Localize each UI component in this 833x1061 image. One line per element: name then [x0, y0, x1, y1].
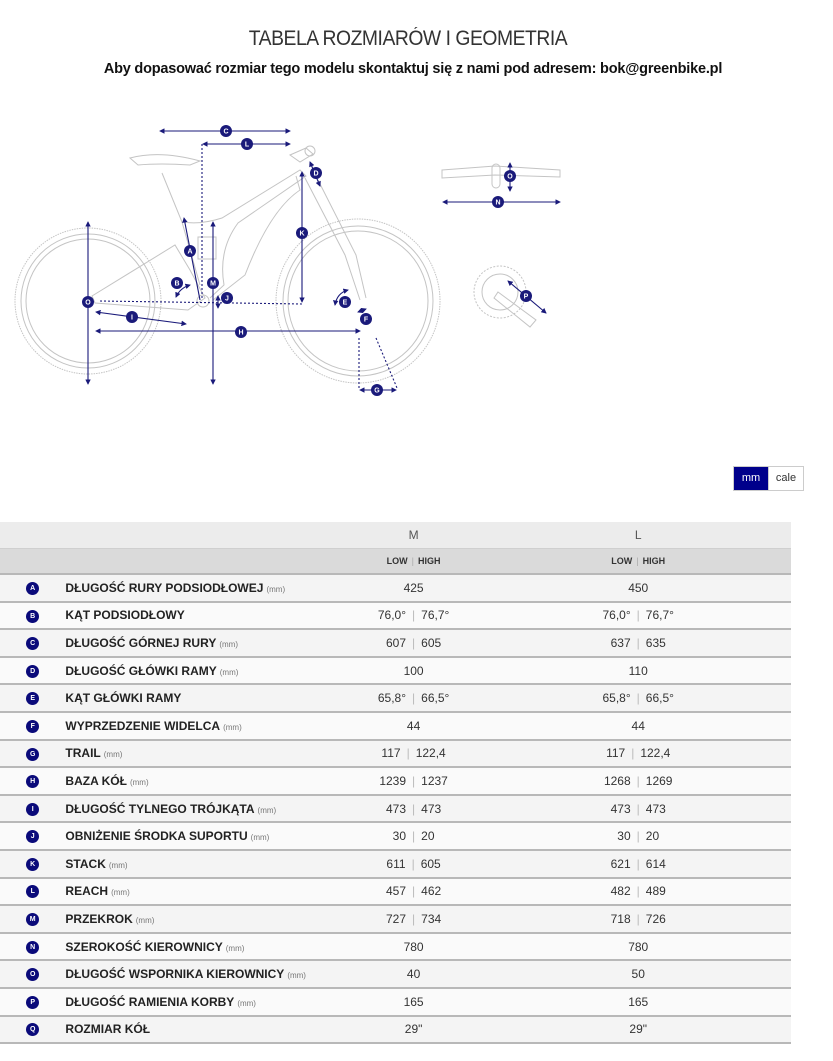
bike-geometry-diagram: [0, 110, 600, 410]
geometry-row-n: [0, 933, 791, 961]
value-size-l: [485, 933, 791, 961]
down-tube: [213, 176, 300, 300]
value-high: 76,7°: [645, 608, 674, 623]
value-high: 734: [421, 911, 442, 926]
value-high: 66,5°: [645, 691, 674, 706]
value-separator: |: [412, 911, 416, 926]
value-high: 635: [645, 635, 666, 650]
value-separator: |: [636, 608, 640, 623]
marker-l: [241, 138, 253, 150]
dimension-label: KĄT GŁÓWKI RAMY: [65, 691, 182, 706]
saddle: [130, 155, 200, 165]
value-size-l: [485, 629, 791, 657]
value-low: 457: [385, 884, 407, 899]
value-high: 1237: [421, 773, 448, 788]
value-separator: |: [636, 691, 640, 706]
svg-text:F: F: [363, 316, 369, 324]
value-size-l: [485, 822, 791, 850]
value-low: 29": [629, 1022, 648, 1037]
svg-text:I: I: [131, 314, 133, 322]
marker-p: [520, 290, 532, 302]
dimension-label: ROZMIAR KÓŁ: [65, 1022, 151, 1037]
value-size-l: [485, 740, 791, 768]
marker-j: [221, 292, 233, 304]
geometry-row-k: [0, 850, 791, 878]
value-size-m: [342, 767, 486, 795]
geometry-row-o: [0, 960, 791, 988]
value-size-m: [342, 822, 486, 850]
low-high-header-m: LOW | HIGH: [342, 549, 486, 575]
svg-text:P: P: [523, 293, 529, 301]
unit-label: (mm): [257, 805, 277, 815]
dimension-badge: N: [26, 941, 39, 954]
svg-text:C: C: [223, 128, 229, 136]
unit-label: (mm): [237, 998, 256, 1008]
value-low: 425: [403, 580, 424, 595]
unit-label: (mm): [108, 860, 128, 870]
dimension-label: DŁUGOŚĆ GŁÓWKI RAMY: [65, 663, 217, 678]
value-low: 117: [606, 746, 626, 761]
value-high: 726: [645, 911, 666, 926]
value-low: 44: [631, 718, 645, 733]
value-size-l: [485, 712, 791, 740]
marker-h: [235, 326, 247, 338]
unit-label: (mm): [266, 584, 286, 594]
value-low: 473: [385, 801, 407, 816]
low-high-header-l: LOW | HIGH: [485, 549, 791, 575]
dimension-label: STACK: [65, 856, 106, 871]
marker-m: [207, 277, 219, 289]
dimension-label: TRAIL: [65, 746, 101, 761]
bike-outline: [15, 146, 440, 383]
value-size-l: [485, 767, 791, 795]
value-separator: |: [412, 884, 416, 899]
svg-text:K: K: [299, 230, 305, 238]
page-title: TABELA ROZMIARÓW I GEOMETRIA: [248, 27, 568, 50]
value-high: 76,7°: [421, 608, 450, 623]
value-size-m: [342, 933, 486, 961]
geometry-row-f: [0, 712, 791, 740]
value-low: 117: [381, 746, 401, 761]
geometry-row-b: [0, 602, 791, 630]
unit-label: (mm): [129, 777, 149, 787]
geometry-row-l: [0, 878, 791, 906]
value-low: 40: [406, 967, 421, 982]
dimension-badge: Q: [26, 1023, 39, 1036]
geometry-row-p: [0, 988, 791, 1016]
value-high: 605: [421, 635, 442, 650]
handlebar-outline: [442, 164, 560, 188]
value-size-m: [342, 905, 486, 933]
marker-b: [171, 277, 183, 289]
value-low: 44: [406, 718, 421, 733]
value-size-m: [342, 684, 486, 712]
value-size-m: [342, 740, 486, 768]
geometry-row-h: [0, 767, 791, 795]
svg-text:A: A: [187, 248, 193, 256]
dimension-label: SZEROKOŚĆ KIEROWNICY: [65, 939, 223, 954]
value-size-l: [485, 960, 791, 988]
svg-text:J: J: [225, 295, 229, 303]
value-low: 450: [628, 580, 649, 595]
dimension-label: PRZEKROK: [65, 911, 133, 926]
dimension-label: DŁUGOŚĆ GÓRNEJ RURY: [65, 635, 217, 650]
marker-g: [371, 384, 383, 396]
marker-e: [339, 296, 351, 308]
dimension-label: WYPRZEDZENIE WIDELCA: [65, 718, 221, 733]
value-low: 621: [610, 856, 631, 871]
dimension-badge: P: [26, 996, 39, 1009]
dimension-label: DŁUGOŚĆ RAMIENIA KORBY: [65, 994, 235, 1009]
value-low: 29": [404, 1022, 423, 1037]
bottom-bracket: [197, 295, 209, 307]
dimension-badge: J: [26, 830, 39, 843]
front-wheel-rim: [283, 226, 433, 376]
low-high-header-row: [0, 549, 791, 575]
svg-text:E: E: [342, 299, 348, 307]
value-size-m: [342, 657, 486, 685]
unit-label: (mm): [225, 943, 245, 953]
value-size-l: [485, 878, 791, 906]
unit-label: (mm): [223, 722, 242, 732]
value-separator: |: [636, 801, 640, 816]
dimension-label: BAZA KÓŁ: [65, 773, 127, 788]
unit-mm-button[interactable]: mm: [734, 467, 768, 490]
value-size-l: [485, 602, 791, 630]
value-separator: |: [412, 691, 416, 706]
dimension-badge: O: [26, 968, 39, 981]
value-size-m: [342, 1016, 486, 1044]
value-high: 1269: [645, 773, 673, 788]
value-separator: |: [631, 746, 635, 761]
marker-o: [82, 296, 94, 308]
geometry-row-m: [0, 905, 791, 933]
value-low: 76,0°: [377, 608, 407, 623]
value-separator: |: [412, 608, 416, 623]
value-low: 65,8°: [602, 691, 631, 706]
value-high: 66,5°: [421, 691, 450, 706]
svg-text:G: G: [374, 387, 380, 395]
svg-text:D: D: [313, 170, 319, 178]
unit-label: (mm): [219, 667, 239, 677]
dimension-badge: F: [26, 720, 39, 733]
unit-label: (mm): [135, 915, 155, 925]
dimension-badge: I: [26, 803, 39, 816]
size-header-row: [0, 522, 791, 549]
unit-label: (mm): [287, 971, 306, 981]
dimension-label: OBNIŻENIE ŚRODKA SUPORTU: [65, 829, 248, 844]
marker-k: [296, 227, 308, 239]
marker-d: [310, 167, 322, 179]
value-size-m: [342, 850, 486, 878]
value-size-m: [342, 878, 486, 906]
geometry-row-q: [0, 1016, 791, 1044]
value-low: 165: [628, 994, 649, 1009]
svg-text:L: L: [244, 141, 250, 149]
value-size-l: [485, 905, 791, 933]
geometry-row-d: [0, 657, 791, 685]
value-high: 473: [645, 801, 666, 816]
value-separator: |: [636, 911, 640, 926]
value-separator: |: [406, 746, 410, 761]
value-low: 65,8°: [377, 691, 407, 706]
marker-a: [184, 245, 196, 257]
value-size-m: [342, 988, 486, 1016]
value-low: 100: [403, 663, 424, 678]
geometry-row-g: [0, 740, 791, 768]
marker-n: [492, 196, 504, 208]
unit-label: (mm): [103, 750, 123, 760]
value-low: 607: [385, 635, 407, 650]
value-size-l: [485, 574, 791, 602]
value-size-l: [485, 684, 791, 712]
dimension-badge: B: [26, 610, 39, 623]
value-size-m: [342, 960, 486, 988]
value-low: 482: [610, 884, 631, 899]
value-separator: |: [412, 801, 416, 816]
value-low: 30: [392, 829, 407, 844]
geometry-row-i: [0, 795, 791, 823]
value-separator: |: [412, 635, 416, 650]
value-high: 605: [420, 856, 441, 871]
svg-text:B: B: [174, 280, 180, 288]
value-high: 462: [421, 884, 442, 899]
value-high: 20: [421, 829, 435, 844]
size-header-m: M: [342, 522, 486, 549]
contact-subtitle: Aby dopasować rozmiar tego modelu skontaktuj się z nami pod adresem: bok@greenbike.pl: [103, 61, 723, 77]
value-low: 1268: [603, 773, 631, 788]
marker-f: [360, 313, 372, 325]
dimension-badge: E: [26, 692, 39, 705]
marker-o-stem: [504, 170, 516, 182]
value-low: 165: [403, 994, 424, 1009]
svg-text:N: N: [495, 199, 501, 207]
value-low: 30: [617, 829, 631, 844]
geometry-row-j: [0, 822, 791, 850]
unit-label: (mm): [250, 833, 270, 843]
value-low: 637: [610, 635, 631, 650]
dimension-badge: D: [26, 665, 39, 678]
svg-text:O: O: [507, 173, 513, 181]
dimension-label: KĄT PODSIODŁOWY: [65, 608, 185, 623]
dim-f: [358, 309, 366, 312]
geometry-row-a: [0, 574, 791, 602]
dimension-badge: A: [26, 582, 39, 595]
dimension-label: DŁUGOŚĆ RURY PODSIODŁOWEJ: [65, 580, 264, 595]
dimension-lines: [88, 128, 560, 390]
value-separator: |: [412, 773, 416, 788]
value-low: 110: [628, 663, 648, 678]
front-wheel-tire: [276, 219, 440, 383]
dimension-badge: M: [26, 913, 39, 926]
value-size-l: [485, 795, 791, 823]
value-high: 614: [645, 856, 666, 871]
dimension-label: DŁUGOŚĆ WSPORNIKA KIEROWNICY: [65, 967, 285, 982]
value-size-l: [485, 1016, 791, 1044]
dimension-badge: L: [26, 885, 39, 898]
dimension-badge: K: [26, 858, 39, 871]
value-separator: |: [636, 829, 640, 844]
value-low: 473: [610, 801, 631, 816]
value-size-m: [342, 629, 486, 657]
value-separator: |: [636, 773, 640, 788]
value-separator: |: [636, 884, 640, 899]
geometry-row-e: [0, 684, 791, 712]
value-low: 50: [631, 967, 645, 982]
fork: [305, 178, 366, 300]
size-header-l: L: [485, 522, 791, 549]
marker-i: [126, 311, 138, 323]
value-high: 122,4: [640, 746, 671, 761]
svg-text:H: H: [238, 329, 244, 337]
value-high: 473: [421, 801, 442, 816]
value-low: 727: [385, 911, 407, 926]
marker-c: [220, 125, 232, 137]
value-low: 780: [403, 939, 424, 954]
dimension-badge: G: [26, 748, 39, 761]
value-high: 489: [645, 884, 666, 899]
value-low: 1239: [379, 773, 407, 788]
unit-label: (mm): [219, 639, 238, 649]
value-size-m: [342, 602, 486, 630]
value-low: 76,0°: [602, 608, 631, 623]
dimension-badge: C: [26, 637, 39, 650]
value-separator: |: [636, 856, 640, 871]
geometry-table: [0, 522, 791, 1044]
dimension-label: DŁUGOŚĆ TYLNEGO TRÓJKĄTA: [65, 801, 255, 816]
value-size-l: [485, 988, 791, 1016]
value-low: 780: [628, 939, 649, 954]
value-size-m: [342, 574, 486, 602]
dimension-badge: H: [26, 775, 39, 788]
unit-toggle[interactable]: [733, 466, 804, 491]
value-high: 122,4: [415, 746, 446, 761]
value-separator: |: [636, 635, 640, 650]
value-size-m: [342, 712, 486, 740]
value-size-m: [342, 795, 486, 823]
value-high: 20: [645, 829, 660, 844]
svg-text:M: M: [210, 280, 216, 288]
value-low: 718: [610, 911, 631, 926]
geometry-row-c: [0, 629, 791, 657]
svg-text:O: O: [85, 299, 91, 307]
stem: [290, 148, 313, 162]
value-size-l: [485, 657, 791, 685]
unit-label: (mm): [111, 888, 130, 898]
value-separator: |: [411, 856, 415, 871]
value-low: 611: [386, 856, 406, 871]
value-separator: |: [412, 829, 416, 844]
dimension-label: REACH: [65, 884, 109, 899]
unit-inch-button[interactable]: cale: [768, 467, 803, 490]
value-size-l: [485, 850, 791, 878]
dim-i: [96, 312, 186, 324]
